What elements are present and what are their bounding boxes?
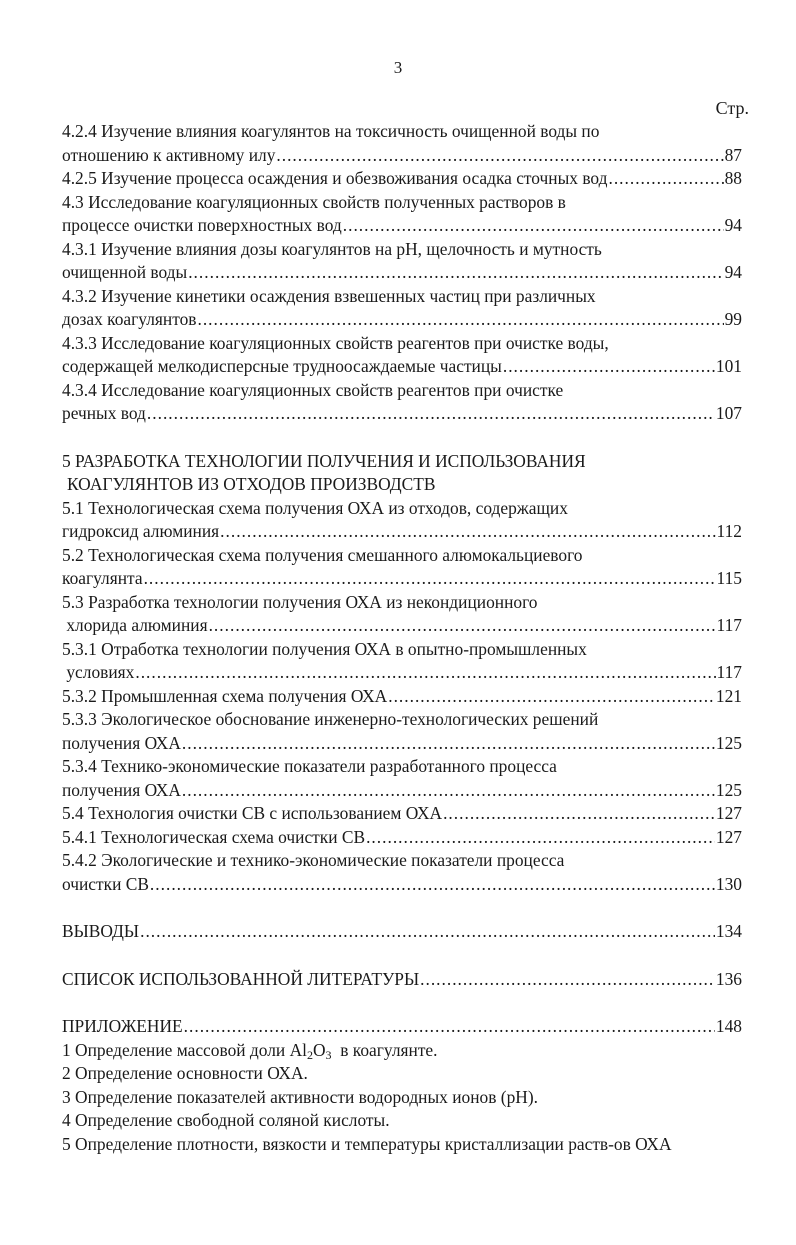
dot-leader — [209, 614, 716, 638]
subscript: 3 — [325, 1047, 332, 1062]
toc-entry-4-3-2 — [62, 308, 742, 332]
toc-entry-text: ВЫВОДЫ — [62, 921, 140, 941]
toc-entry-text: коагулянта — [62, 568, 143, 588]
toc-entry-4-3-line1: 4.3 Исследование коагуляционных свойств полученных растворов в — [62, 191, 566, 212]
toc-entry-4-2-4-line1: 4.2.4 Изучение влияния коагулянтов на токсичность очищенной воды по — [62, 121, 600, 141]
subscript: 2 — [306, 1047, 313, 1062]
toc-entry-5-4-2-line1: 5.4.2 Экологические и технико-экономические показатели процесса — [62, 850, 565, 870]
toc-entry-text: хлорида алюминия — [62, 615, 208, 635]
dot-leader — [188, 261, 723, 285]
toc-entry-4-3-3 — [62, 355, 742, 379]
dot-leader — [420, 968, 715, 992]
dot-leader — [443, 802, 715, 826]
dot-leader — [147, 402, 715, 426]
toc-entry-4-2-5 — [62, 167, 742, 191]
toc-entry-4-3-1-line1: 4.3.1 Изучение влияния дозы коагулянтов на рН, щелочность и мутность — [62, 238, 602, 259]
toc-entry-4-3 — [62, 214, 742, 238]
toc-page-number: 127 — [715, 826, 742, 847]
toc-entry-4-3-4 — [62, 402, 742, 426]
appendix-item-1 — [62, 1039, 742, 1063]
toc-page-number: 94 — [724, 262, 742, 282]
table-of-contents — [62, 120, 742, 1156]
toc-page-number: 121 — [715, 685, 742, 706]
toc-entry-5-3-2 — [62, 685, 742, 709]
toc-page-number: 94 — [724, 215, 742, 235]
toc-entry-5-3-3-line1: 5.3.3 Экологическое обоснование инженерно-технологических решений — [62, 709, 599, 729]
toc-page-number: 117 — [716, 662, 742, 682]
toc-page-number: 101 — [715, 356, 742, 376]
toc-entry-references — [62, 968, 742, 992]
toc-page-number: 127 — [715, 803, 742, 823]
toc-entry-conclusions — [62, 920, 742, 944]
toc-entry-text: условиях — [62, 662, 135, 682]
dot-leader — [182, 779, 715, 803]
appendix-item-1-text: в коагулянте. — [331, 1039, 438, 1060]
toc-entry-appendix — [62, 1015, 742, 1039]
toc-page-number: 112 — [716, 521, 742, 541]
toc-entry-text: получения ОХА — [62, 732, 181, 753]
toc-entry-text: содержащей мелкодисперсные трудноосаждаемые частицы — [62, 356, 502, 376]
toc-entry-text: 5.4.1 Технологическая схема очистки СВ — [62, 826, 366, 847]
toc-page-number: 99 — [724, 309, 742, 329]
dot-leader — [197, 308, 723, 332]
toc-entry-5-2 — [62, 567, 742, 591]
toc-entry-text: ПРИЛОЖЕНИЕ — [62, 1016, 183, 1036]
toc-entry-5-4-2 — [62, 873, 742, 897]
dot-leader — [343, 214, 724, 238]
toc-entry-4-2-4 — [62, 144, 742, 168]
dot-leader — [366, 826, 715, 850]
toc-entry-text: гидроксид алюминия — [62, 521, 220, 541]
toc-entry-text: получения ОХА — [62, 779, 181, 800]
toc-entry-5-4-1 — [62, 826, 742, 850]
toc-entry-text: отношению к активному илу — [62, 144, 276, 165]
toc-page-number: 134 — [715, 921, 742, 941]
toc-page-number: 148 — [715, 1016, 742, 1036]
appendix-item-5: 5 Определение плотности, вязкости и температуры кристаллизации раств-ов ОХА — [62, 1133, 672, 1154]
toc-entry-4-3-2-line1: 4.3.2 Изучение кинетики осаждения взвешенных частиц при различных — [62, 285, 596, 306]
toc-entry-5-3-line1: 5.3 Разработка технологии получения ОХА из некондиционного — [62, 591, 538, 612]
toc-page-number: 117 — [716, 615, 742, 635]
toc-entry-text: СПИСОК ИСПОЛЬЗОВАННОЙ ЛИТЕРАТУРЫ — [62, 968, 420, 989]
dot-leader — [135, 661, 715, 685]
appendix-item-2: 2 Определение основности ОХА. — [62, 1063, 308, 1083]
toc-entry-text: 5.4 Технология очистки СВ с использованием ОХА — [62, 803, 443, 823]
appendix-item-1-text: O — [312, 1039, 326, 1060]
toc-entry-4-3-1 — [62, 261, 742, 285]
page-column-label: Стр. — [715, 98, 749, 118]
toc-page-number: 107 — [715, 403, 742, 423]
toc-page-number: 136 — [715, 968, 742, 989]
dot-leader — [276, 144, 723, 168]
toc-entry-5-4 — [62, 802, 742, 826]
appendix-item-3: 3 Определение показателей активности водородных ионов (рН). — [62, 1086, 538, 1107]
appendix-item-1-text: 1 Определение массовой доли Al — [62, 1039, 307, 1060]
toc-entry-text: 4.2.5 Изучение процесса осаждения и обезвоживания осадка сточных вод — [62, 168, 608, 188]
toc-entry-5-1-line1: 5.1 Технологическая схема получения ОХА из отходов, содержащих — [62, 497, 568, 518]
dot-leader — [184, 1015, 715, 1039]
toc-entry-4-3-3-line1: 4.3.3 Исследование коагуляционных свойств реагентов при очистке воды, — [62, 332, 609, 353]
toc-page-number: 125 — [715, 779, 742, 800]
toc-entry-text: дозах коагулянтов — [62, 309, 197, 329]
toc-entry-5-3-1 — [62, 661, 742, 685]
toc-entry-5-2-line1: 5.2 Технологическая схема получения смешанного алюмокальциевого — [62, 544, 583, 565]
toc-entry-5-3-4 — [62, 779, 742, 803]
toc-entry-text: 5.3.2 Промышленная схема получения ОХА — [62, 685, 388, 706]
toc-entry-5-3-4-line1: 5.3.4 Технико-экономические показатели разработанного процесса — [62, 756, 557, 776]
dot-leader — [503, 355, 715, 379]
page-number: 3 — [393, 58, 403, 77]
toc-entry-4-3-4-line1: 4.3.4 Исследование коагуляционных свойств реагентов при очистке — [62, 379, 564, 400]
toc-page-number: 87 — [724, 144, 742, 165]
dot-leader — [150, 873, 715, 897]
toc-entry-text: очистки СВ — [62, 873, 149, 894]
toc-entry-5-3-3 — [62, 732, 742, 756]
toc-entry-5-3-1-line1: 5.3.1 Отработка технологии получения ОХА в опытно-промышленных — [62, 638, 587, 659]
dot-leader — [182, 732, 715, 756]
toc-entry-text: речных вод — [62, 403, 146, 423]
dot-leader — [220, 520, 715, 544]
dot-leader — [140, 920, 715, 944]
dot-leader — [388, 685, 715, 709]
dot-leader — [144, 567, 716, 591]
toc-page-number: 125 — [715, 732, 742, 753]
dot-leader — [608, 167, 723, 191]
toc-page-number: 88 — [724, 168, 742, 188]
appendix-item-4: 4 Определение свободной соляной кислоты. — [62, 1110, 390, 1130]
toc-page-number: 115 — [716, 568, 742, 588]
toc-entry-5-1 — [62, 520, 742, 544]
toc-entry-5-3 — [62, 614, 742, 638]
toc-entry-text: процессе очистки поверхностных вод — [62, 215, 342, 235]
toc-page-number: 130 — [715, 873, 742, 894]
chapter-5-heading-line1: 5 РАЗРАБОТКА ТЕХНОЛОГИИ ПОЛУЧЕНИЯ И ИСПОЛЬЗОВАНИЯ — [62, 450, 586, 471]
toc-entry-text: очищенной воды — [62, 262, 188, 282]
chapter-5-heading-line2: КОАГУЛЯНТОВ ИЗ ОТХОДОВ ПРОИЗВОДСТВ — [67, 474, 436, 494]
